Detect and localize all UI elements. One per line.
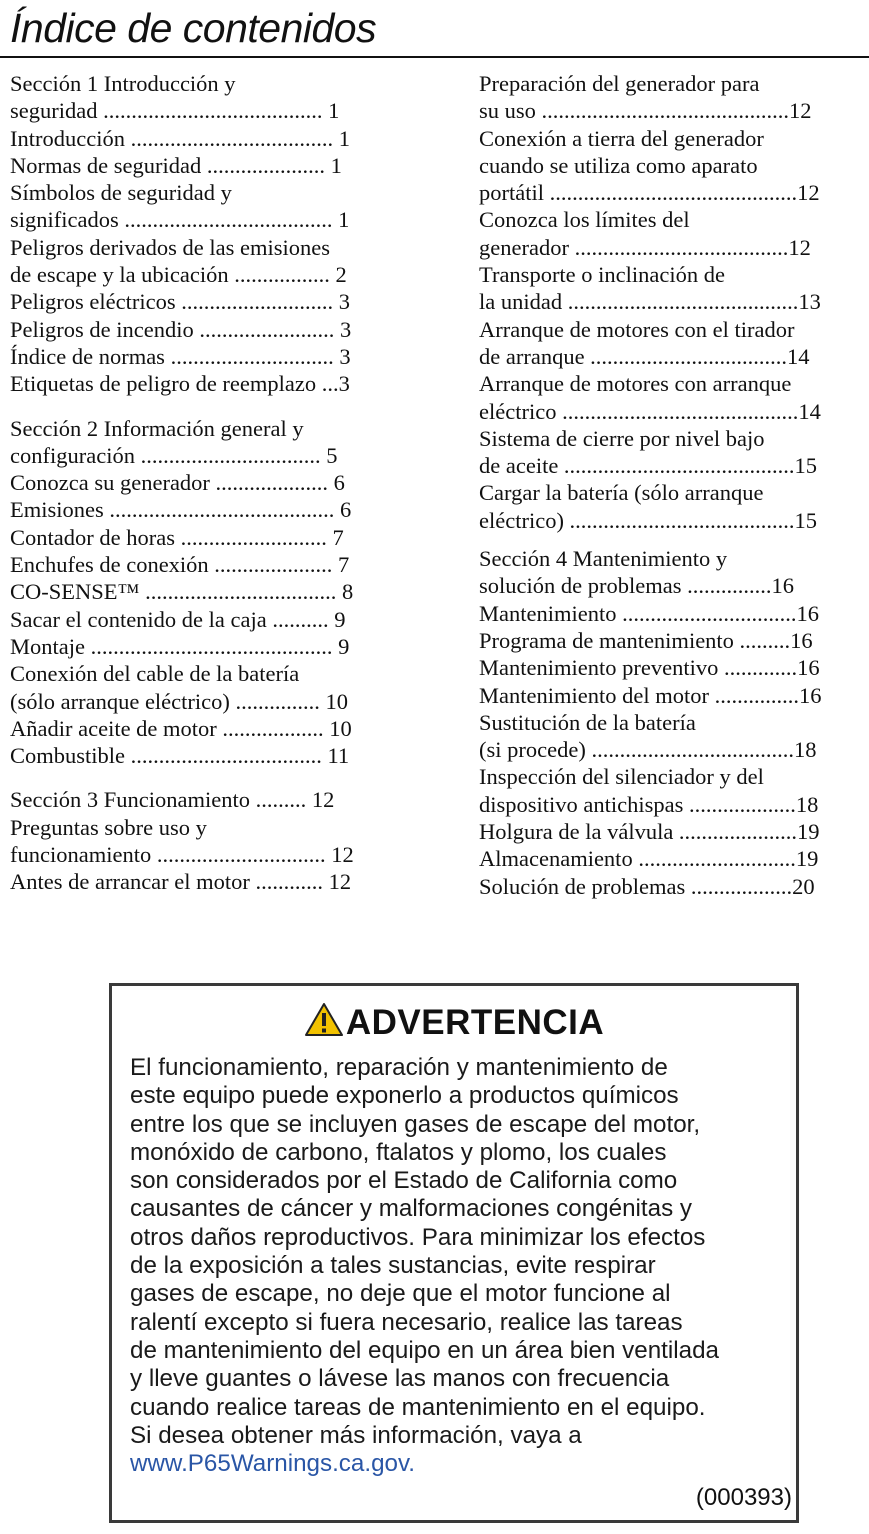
toc-left-entry: Preguntas sobre uso y <box>10 814 207 840</box>
toc-spacer <box>10 398 400 415</box>
toc-right-entry: Sistema de cierre por nivel bajo <box>479 425 765 451</box>
toc-spacer <box>479 534 864 545</box>
toc-right-entry: eléctrico) ........................................15 <box>479 507 818 533</box>
toc-left-entry: de escape y la ubicación ................. 2 <box>10 262 347 288</box>
warning-text-line: gases de escape, no deje que el motor funcione al <box>130 1280 671 1308</box>
toc-right-entry: Holgura de la válvula .....................19 <box>479 819 820 845</box>
warning-text-line: El funcionamiento, reparación y mantenimiento de <box>130 1054 668 1081</box>
warning-text-line: cuando realice tareas de mantenimiento en el equipo. <box>130 1393 706 1421</box>
toc-right-entry: Solución de problemas ..................20 <box>479 873 815 899</box>
warning-text-line: monóxido de carbono, ftalatos y plomo, los cuales <box>130 1138 667 1166</box>
title-divider <box>0 56 869 58</box>
toc-right-entry: la unidad .........................................13 <box>479 289 821 315</box>
warning-box <box>109 983 799 1523</box>
toc-right-entry: dispositivo antichispas ...................18 <box>479 791 819 817</box>
toc-right-entry: Mantenimiento ...............................16 <box>479 600 819 626</box>
toc-left-entry: CO-SENSE™ .................................. 8 <box>10 579 354 605</box>
toc-left-entry: Antes de arrancar el motor ............ 12 <box>10 869 352 895</box>
toc-right-entry: Mantenimiento preventivo .............16 <box>479 655 820 681</box>
warning-text-line: y lleve guantes o lávese las manos con frecuencia <box>130 1365 670 1393</box>
toc-left-entry: Introducción .................................... 1 <box>10 125 350 151</box>
warning-text-line: de mantenimiento del equipo en un área bien ventilada <box>130 1336 719 1364</box>
toc-right-entry: Sección 4 Mantenimiento y <box>479 546 728 572</box>
toc-left-entry: Conozca su generador .................... 6 <box>10 470 345 496</box>
warning-text-line: este equipo puede exponerlo a productos químicos <box>130 1082 679 1110</box>
warning-text-line: causantes de cáncer y malformaciones congénitas y <box>130 1195 692 1223</box>
toc-right-entry: Cargar la batería (sólo arranque <box>479 480 764 506</box>
toc-right-entry: Mantenimiento del motor ...............16 <box>479 682 822 708</box>
toc-left-entry: Añadir aceite de motor .................. 10 <box>10 715 352 741</box>
warning-text-line: ralentí excepto si fuera necesario, realice las tareas <box>130 1308 683 1336</box>
toc-right-entry: Sustitución de la batería <box>479 709 696 735</box>
toc-left-entry: Sección 2 Información general y <box>10 415 304 441</box>
toc-left-entry: Sección 1 Introducción y <box>10 71 236 96</box>
toc-right-entry: Transporte o inclinación de <box>479 262 725 288</box>
toc-right-entry: Conozca los límites del <box>479 207 690 233</box>
toc-right-entry: solución de problemas ...............16 <box>479 573 794 599</box>
toc-left-entry: significados ..................................... 1 <box>10 207 350 233</box>
warning-triangle-icon <box>304 1002 344 1037</box>
toc-left-entry: Emisiones ........................................ 6 <box>10 497 352 523</box>
toc-left-entry: configuración ................................ 5 <box>10 442 338 468</box>
page-title: Índice de contenidos <box>10 5 377 51</box>
toc-left-entry: Peligros derivados de las emisiones <box>10 234 330 260</box>
toc-left-entry: Normas de seguridad ..................... 1 <box>10 152 342 178</box>
toc-left-entry: Conexión del cable de la batería <box>10 661 300 687</box>
toc-right-entry: generador ......................................12 <box>479 234 811 260</box>
toc-right-entry: Inspección del silenciador y del <box>479 764 764 790</box>
toc-right-entry: Programa de mantenimiento .........16 <box>479 627 813 653</box>
toc-left-entry: (sólo arranque eléctrico) ............... 10 <box>10 688 349 714</box>
toc-left-entry: Etiquetas de peligro de reemplazo ...3 <box>10 371 350 397</box>
warning-header <box>112 1002 796 1044</box>
toc-right-entry: de aceite .........................................15 <box>479 453 818 479</box>
toc-left-entry: Contador de horas .......................... 7 <box>10 524 344 550</box>
toc-left-entry: Combustible .................................. 11 <box>10 743 350 769</box>
toc-right-entry: Conexión a tierra del generador <box>479 125 764 151</box>
warning-text-line: son considerados por el Estado de California como <box>130 1167 678 1195</box>
toc-right-entry: eléctrico ..........................................14 <box>479 398 821 424</box>
warning-text-line: Si desea obtener más información, vaya a <box>130 1421 582 1449</box>
toc-left-entry: Enchufes de conexión ..................... 7 <box>10 552 350 578</box>
toc-left-entry: Símbolos de seguridad y <box>10 180 232 206</box>
toc-right-entry: portátil ............................................12 <box>479 180 820 206</box>
toc-right-entry: (si procede) ....................................18 <box>479 737 817 763</box>
toc-spacer <box>10 769 400 786</box>
toc-right-entry: Arranque de motores con el tirador <box>479 316 795 342</box>
toc-left-entry: Peligros eléctricos ........................... 3 <box>10 289 350 315</box>
toc-left-entry: funcionamiento .............................. 12 <box>10 842 354 868</box>
toc-right-column <box>479 70 864 900</box>
toc-left-entry: Peligros de incendio ........................ 3 <box>10 316 352 342</box>
toc-right-entry: cuando se utiliza como aparato <box>479 152 758 178</box>
toc-right-entry: de arranque ...................................14 <box>479 343 810 369</box>
toc-left-column <box>10 70 400 896</box>
toc-left-entry: seguridad ....................................... 1 <box>10 98 340 124</box>
toc-right-entry: su uso ............................................12 <box>479 98 812 124</box>
toc-left-entry: Sacar el contenido de la caja .......... 9 <box>10 606 346 632</box>
warning-code: (000393) <box>695 1484 792 1511</box>
warning-body <box>130 1054 785 1478</box>
warning-text-line: entre los que se incluyen gases de escape del motor, <box>130 1110 701 1138</box>
toc-left-entry: Índice de normas ............................. 3 <box>10 343 351 369</box>
toc-right-entry: Preparación del generador para <box>479 71 760 96</box>
warning-heading: ADVERTENCIA <box>345 1003 605 1042</box>
toc-right-entry: Almacenamiento ............................19 <box>479 846 819 872</box>
p65-warnings-link[interactable]: www.P65Warnings.ca.gov. <box>130 1450 415 1478</box>
toc-left-entry: Montaje ........................................... 9 <box>10 633 350 659</box>
warning-text-line: otros daños reproductivos. Para minimizar los efectos <box>130 1223 706 1251</box>
toc-right-entry: Arranque de motores con arranque <box>479 371 792 397</box>
toc-left-entry: Sección 3 Funcionamiento ......... 12 <box>10 787 335 813</box>
warning-text-line: de la exposición a tales sustancias, evite respirar <box>130 1252 656 1280</box>
